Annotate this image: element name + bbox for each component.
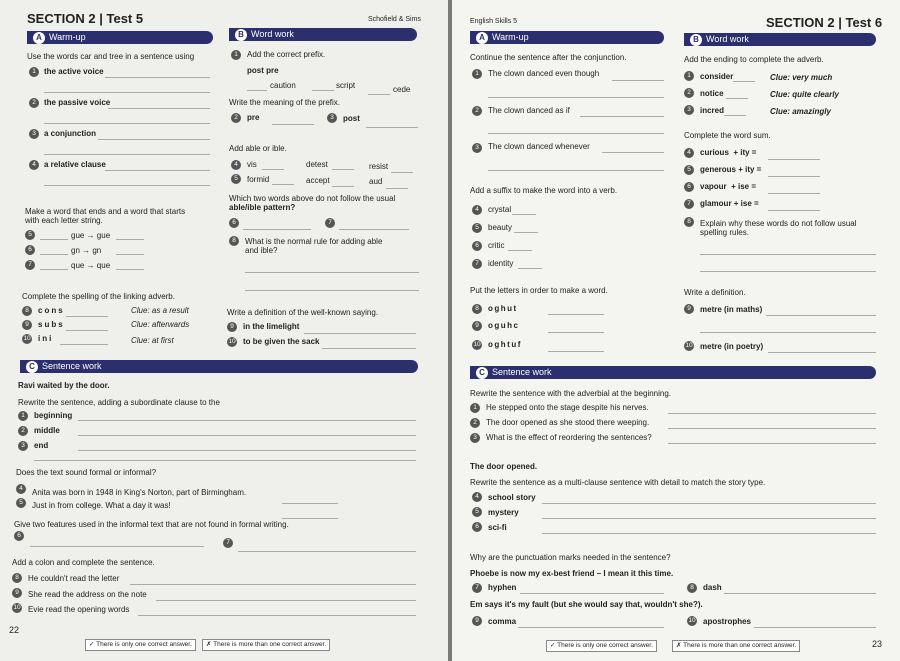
- instruction: Add able or ible.: [229, 144, 287, 153]
- footer-key: ✗ There is more than one correct answer.: [202, 639, 330, 651]
- footer-key: ✗ There is more than one correct answer.: [672, 640, 800, 652]
- instruction: Write a definition of the well-known saying.: [227, 308, 379, 317]
- instruction: Use the words car and tree in a sentence using: [27, 52, 195, 61]
- section-a-header: A Warm-up: [470, 31, 664, 44]
- question: a conjunction: [44, 129, 96, 138]
- section-c-header: C Sentence work: [20, 360, 418, 373]
- prefixes: post pre: [247, 66, 279, 75]
- q-number: 2: [29, 98, 39, 108]
- one-answer-icon: ✓: [550, 642, 556, 649]
- instruction: Add the correct prefix.: [247, 50, 326, 59]
- question: a relative clause: [44, 160, 106, 169]
- letter-pair: gn → gn: [71, 246, 102, 255]
- q-number: 1: [29, 67, 39, 77]
- many-answers-icon: ✗: [676, 642, 682, 649]
- right-page: English Skills 5 SECTION 2 | Test 6 A Warm-up Continue the sentence after the conjunction. 1 The clown danced even though 2 The clown danced as if 3 The clown danced whenever Add a suffix to make the word into a verb. 4 crystal 5 beauty 6 critic 7 identity Put the letters in order to make a word. 8 oghut 9 oguhc 10 oghtuf B Word work Add the ending to complete the adverb. 1 consider Clue: very much 2 notice Clue: quite clearly 3 incred Clue: amazingly Complete the word sum. 4 curious + ity = 5 generous + ity = 6 vapour + ise = 7 glamour + ise = 8 Explain why these words do not follow usual spelling rules. Write a definition. 9 metre (in maths) 10 metre (in poetry) C Sentence work Rewrite the sentence with the adverbial at the beginning. 1 He stepped onto the stage despite his nerves. 2 The door opened as she stood there weeping. 3 What is the effect of reordering the sentences? The door opened. Rewrite the sentence as a multi-clause sentence with detail to match the story type. 4 school story 5 mystery 6 sci-fi Why are the punctuation marks needed in the sentence? Phoebe is now my ex-best friend – I mean it this time. 7 hyphen 8 dash Em says it's my fault (but she would say that, wouldn't she?). 9 comma 10 apostrophes ✓ There is only one correct answer. ✗ There is more than one correct answer. 23: [452, 0, 900, 661]
- letter-pair: gue → gue: [71, 231, 111, 240]
- instruction: Write the meaning of the prefix.: [229, 98, 341, 107]
- instruction: Complete the spelling of the linking adverb.: [22, 292, 175, 301]
- left-page: SECTION 2 | Test 5 Schofield & Sims A Warm-up Use the words car and tree in a sentence using 1 the active voice 2 the passive voice 3 a conjunction 4 a relative clause Make a word that ends and a word that starts with each letter string. 5 gue → gue 6 gn → gn 7 que → que Complete the spelling of the linking adverb. 8 cons Clue: as a result 9 subs Clue: afterwards 10 ini Clue: at first B Word work 1 Add the correct prefix. post pre caution script cede Write the meaning of the prefix. 2 pre 3 post Add able or ible. 4 vis detest resist 5 formid accept aud Which two words above do not follow the usual able/ible pattern? 6 7 8 What is the normal rule for adding able and ible? Write a definition of the well-known saying. 9 in the limelight 10 to be given the sack C Sentence work Ravi waited by the door. Rewrite the sentence, adding a subordinate clause to the 1 beginning 2 middle 3 end Does the text sound formal or informal? 4 Anita was born in 1948 in King's Norton, part of Birmingham. 5 Just in from college. What a day it was! Give two features used in the informal text that are not found in formal writing. 6 7 Add a colon and complete the sentence. 8 He couldn't read the letter 9 She read the address on the note 10 Evie read the opening words 22 ✓ There is only one correct answer. ✗ There is more than one correct answer.: [0, 0, 448, 661]
- footer-key: ✓ There is only one correct answer.: [546, 640, 657, 652]
- q-number: 3: [29, 129, 39, 139]
- question: the passive voice: [44, 98, 111, 107]
- q-number: 4: [29, 160, 39, 170]
- page-title: SECTION 2 | Test 5: [27, 11, 144, 26]
- section-b-header: B Word work: [229, 28, 417, 41]
- instruction: with each letter string.: [25, 216, 103, 225]
- letter-pair: que → que: [71, 261, 111, 270]
- section-b-header: B Word work: [684, 33, 876, 46]
- question: the active voice: [44, 67, 104, 76]
- publisher: English Skills 5: [470, 18, 518, 25]
- section-c-header: C Sentence work: [470, 366, 876, 379]
- page-title: SECTION 2 | Test 6: [766, 15, 883, 30]
- page-number: 22: [9, 625, 20, 635]
- page-number: 23: [872, 639, 883, 649]
- section-a-header: A Warm-up: [27, 31, 213, 44]
- one-answer-icon: ✓: [89, 641, 95, 648]
- instruction: Make a word that ends and a word that starts: [25, 207, 186, 216]
- footer-key: ✓ There is only one correct answer.: [85, 639, 196, 651]
- publisher: Schofield & Sims: [368, 16, 421, 23]
- many-answers-icon: ✗: [206, 641, 212, 648]
